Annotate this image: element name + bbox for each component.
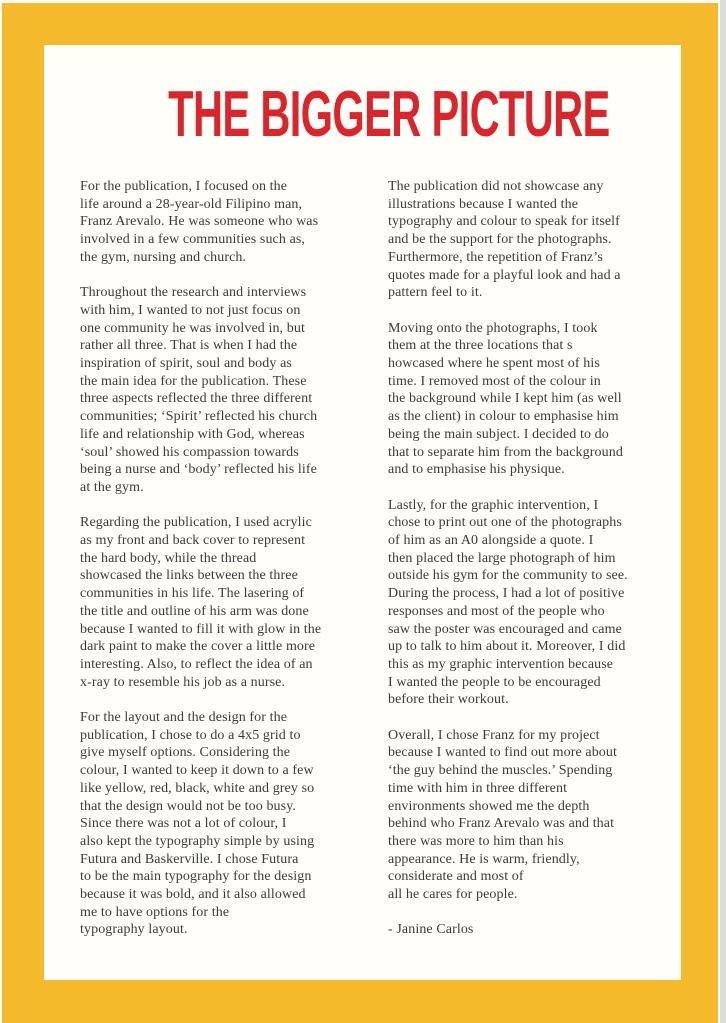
paragraph: Moving onto the photographs, I took them at the three locations that s howcased where he spent most of his time. I removed most of the colour in the background while I kept him (as well as the client) in colour to emphasise him being the main subject. I decided to do that to separate him from the background and to emphasise his physique. (388, 320, 623, 478)
document-page (2, 3, 718, 1023)
paragraph: For the layout and the design for the publication, I chose to do a 4x5 grid to give myself options. Considering the colour, I wanted to keep it down to a few like yellow, red, black, white and grey so that the design would not be too busy. Since there was not a lot of colour, I also kept the typography simple by using Futura and Baskerville. I chose Futura to be the main typography for the design because it was bold, and it also allowed me to have options for the typography layout. (80, 710, 315, 938)
paragraph: Throughout the research and interviews with him, I wanted to not just focus on one community he was involved in, but rather all three. That is when I had the inspiration of spirit, soul and body as the main idea for the publication. These three aspects reflected the three different communities; ‘Spirit’ reflected his church life and relationship with God, whereas ‘soul’ showed his compassion towards being a nurse and ‘body’ reflected his life at the gym. (80, 285, 318, 495)
paragraph: For the publication, I focused on the life around a 28-year-old Filipino man, Franz Arevalo. He was someone who was involved in a few communities such as, the gym, nursing and church. (80, 179, 319, 265)
page-title-wrap (44, 77, 681, 150)
right-text-column (388, 178, 681, 957)
left-text-column (80, 178, 382, 957)
paragraph: Lastly, for the graphic intervention, I chose to print out one of the photographs of him as an A0 alongside a quote. I then placed the large photograph of him outside his gym for the community to see. During the process, I had a lot of positive responses and most of the people who saw the poster was encouraged and came up to talk to him about it. Moreover, I did this as my graphic intervention because I wanted the people to be encouraged before their workout. (388, 497, 628, 708)
paragraph: Overall, I chose Franz for my project because I wanted to find out more about ‘the guy behind the muscles.’ Spending time with him in three different environments showed me the depth behind who Franz Arevalo was and that there was more to him than his appearance. He is warm, friendly, considerate and most of all he cares for people. (388, 727, 617, 903)
paragraph: The publication did not showcase any illustrations because I wanted the typography and colour to speak for itself and be the support for the photographs. Furthermore, the repetition of Franz’s quotes made for a playful look and had a pattern feel to it. (388, 179, 621, 301)
page-title: THE BIGGER PICTURE (168, 77, 610, 150)
page-content-area (44, 45, 681, 980)
author-signature: - Janine Carlos (388, 922, 474, 938)
paragraph: Regarding the publication, I used acrylic as my front and back cover to represent the hard body, while the thread showcased the links between the three communities in his life. The lasering of the title and outline of his arm was done because I wanted to fill it with glow in the dark paint to make the cover a little more interesting. Also, to reflect the idea of an x-ray to resemble his job as a nurse. (80, 515, 322, 690)
page-scan-edge (720, 0, 726, 1023)
